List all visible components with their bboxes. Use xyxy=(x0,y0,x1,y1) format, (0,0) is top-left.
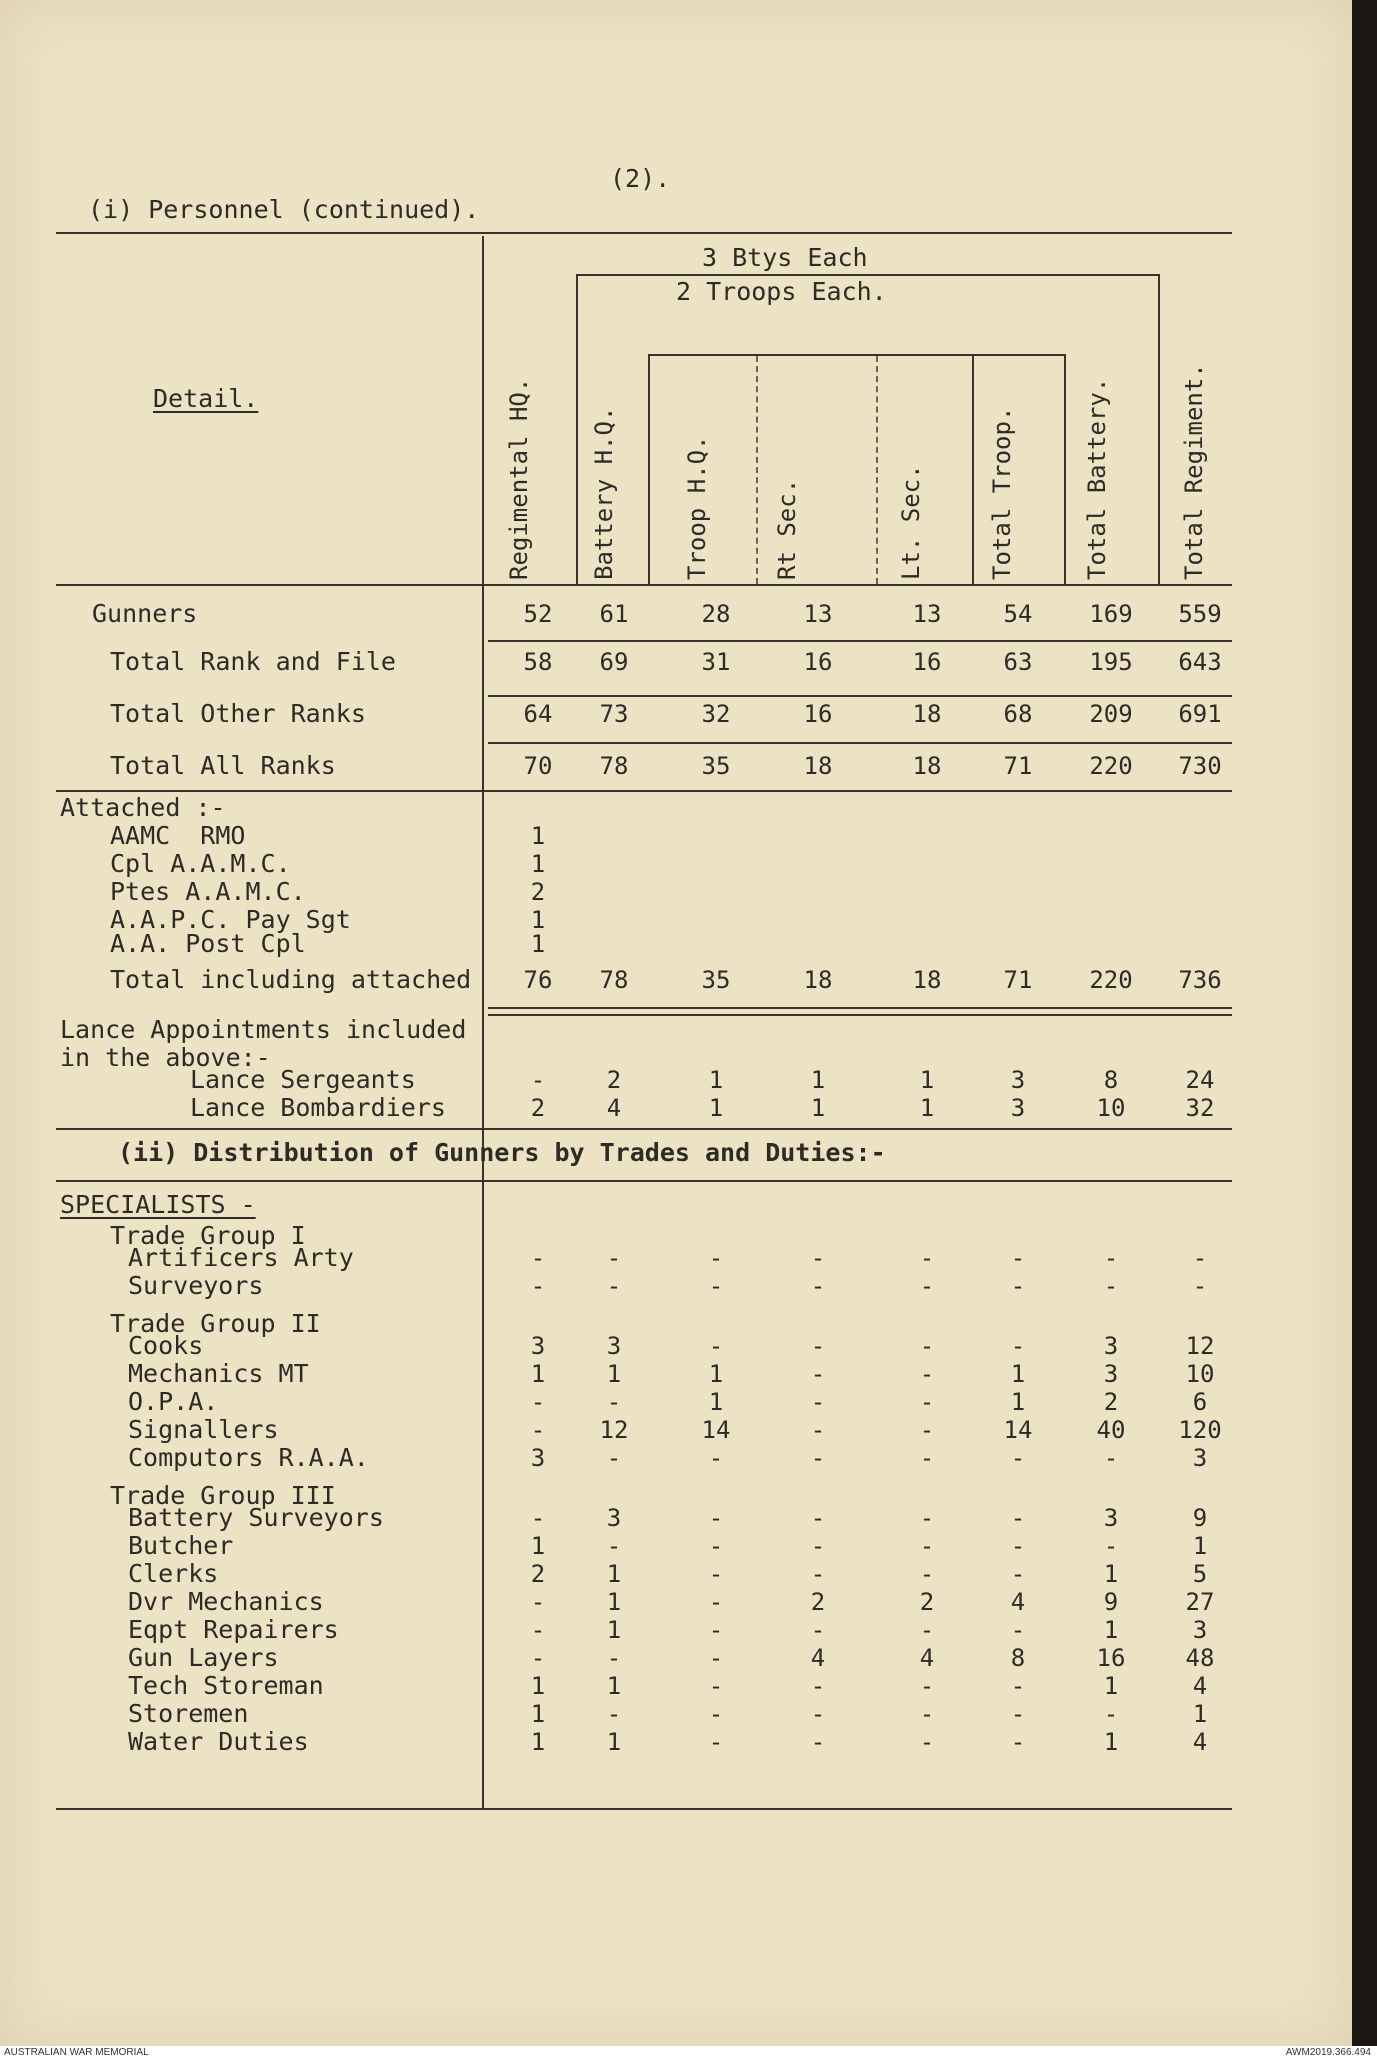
table-cell: - xyxy=(708,1700,724,1728)
summary-row-label: Total Other Ranks xyxy=(110,699,366,728)
table-cell: 220 xyxy=(1089,752,1133,780)
table-cell: 3 xyxy=(1103,1332,1119,1360)
table-cell: 18 xyxy=(803,752,833,780)
table-cell: - xyxy=(1010,1672,1026,1700)
table-cell: 1 xyxy=(1010,1360,1026,1388)
detail-header: Detail. xyxy=(153,384,259,413)
table-cell: - xyxy=(530,1616,546,1644)
table-cell: 52 xyxy=(523,600,553,628)
table-cell: 13 xyxy=(912,600,942,628)
table-cell: 2 xyxy=(606,1066,622,1094)
attached-item-label: A.A. Post Cpl xyxy=(110,929,306,958)
table-cell: 9 xyxy=(1192,1504,1208,1532)
table-cell: 16 xyxy=(1096,1644,1126,1672)
table-cell: 27 xyxy=(1185,1588,1215,1616)
rule-header-bottom xyxy=(56,584,1232,586)
lance-row-label: Lance Sergeants xyxy=(190,1065,416,1094)
table-cell: 1 xyxy=(606,1360,622,1388)
table-cell: 32 xyxy=(1185,1094,1215,1122)
table-cell: - xyxy=(1010,1560,1026,1588)
table-cell: 69 xyxy=(599,648,629,676)
table-cell: - xyxy=(606,1700,622,1728)
attached-item-label: Cpl A.A.M.C. xyxy=(110,849,291,878)
table-cell: - xyxy=(708,1588,724,1616)
trade-group-heading: Trade Group I xyxy=(110,1221,306,1250)
table-cell: - xyxy=(530,1244,546,1272)
table-cell: 1 xyxy=(919,1066,935,1094)
table-cell: - xyxy=(1010,1532,1026,1560)
attached-heading: Attached :- xyxy=(60,793,226,822)
table-cell: - xyxy=(810,1616,826,1644)
table-cell: 4 xyxy=(1192,1728,1208,1756)
table-cell: 35 xyxy=(701,966,731,994)
table-cell: 4 xyxy=(1192,1672,1208,1700)
table-cell: 63 xyxy=(1003,648,1033,676)
table-cell: 24 xyxy=(1185,1066,1215,1094)
table-cell: 70 xyxy=(523,752,553,780)
table-cell: - xyxy=(919,1728,935,1756)
table-cell: 120 xyxy=(1178,1416,1222,1444)
table-cell: - xyxy=(708,1332,724,1360)
table-cell: 3 xyxy=(530,1444,546,1472)
group-troops: 2 Troops Each. xyxy=(676,277,887,306)
table-cell: 18 xyxy=(912,700,942,728)
table-cell: 1 xyxy=(708,1360,724,1388)
table-cell: 1 xyxy=(1192,1700,1208,1728)
table-cell: - xyxy=(708,1444,724,1472)
lance-heading-1: Lance Appointments included xyxy=(60,1015,467,1044)
table-cell: 13 xyxy=(803,600,833,628)
table-cell: - xyxy=(919,1416,935,1444)
table-cell: 4 xyxy=(810,1644,826,1672)
table-cell: 1 xyxy=(1010,1388,1026,1416)
table-cell: 61 xyxy=(599,600,629,628)
trade-item-label: Butcher xyxy=(128,1531,234,1560)
table-cell: 3 xyxy=(1192,1616,1208,1644)
attached-item-value: 1 xyxy=(530,850,546,878)
table-cell: 64 xyxy=(523,700,553,728)
table-cell: 3 xyxy=(606,1332,622,1360)
table-cell: 14 xyxy=(1003,1416,1033,1444)
bracket-batteries xyxy=(576,274,1158,276)
table-cell: - xyxy=(810,1504,826,1532)
table-cell: - xyxy=(1010,1504,1026,1532)
table-cell: 559 xyxy=(1178,600,1222,628)
table-cell: - xyxy=(1010,1332,1026,1360)
table-cell: 3 xyxy=(1103,1360,1119,1388)
table-cell: 78 xyxy=(599,752,629,780)
table-cell: - xyxy=(1103,1244,1119,1272)
lance-row-label: Lance Bombardiers xyxy=(190,1093,446,1122)
specialists-heading: SPECIALISTS - xyxy=(60,1190,256,1219)
rule-bottom xyxy=(56,1808,1232,1810)
table-cell: - xyxy=(708,1560,724,1588)
attached-item-value: 1 xyxy=(530,906,546,934)
table-cell: 8 xyxy=(1103,1066,1119,1094)
table-cell: 71 xyxy=(1003,752,1033,780)
table-cell: 1 xyxy=(708,1066,724,1094)
table-cell: 1 xyxy=(919,1094,935,1122)
table-cell: 1 xyxy=(1103,1560,1119,1588)
table-cell: - xyxy=(708,1244,724,1272)
table-cell: 169 xyxy=(1089,600,1133,628)
table-cell: 1 xyxy=(1103,1728,1119,1756)
table-cell: 16 xyxy=(803,648,833,676)
trade-item-label: Signallers xyxy=(128,1415,279,1444)
table-cell: - xyxy=(810,1560,826,1588)
table-cell: 1 xyxy=(530,1728,546,1756)
table-cell: - xyxy=(919,1444,935,1472)
table-cell: - xyxy=(606,1388,622,1416)
table-cell: - xyxy=(919,1700,935,1728)
table-cell: - xyxy=(919,1360,935,1388)
table-cell: 76 xyxy=(523,966,553,994)
trade-item-label: Storemen xyxy=(128,1699,249,1728)
table-cell: 28 xyxy=(701,600,731,628)
attached-item-value: 1 xyxy=(530,822,546,850)
attached-item-label: AAMC RMO xyxy=(110,821,246,850)
trade-item-label: Computors R.A.A. xyxy=(128,1443,369,1472)
table-cell: 1 xyxy=(606,1672,622,1700)
table-cell: - xyxy=(919,1244,935,1272)
footer-accession: AWM2019.366.494 xyxy=(1285,2047,1371,2058)
table-cell: 71 xyxy=(1003,966,1033,994)
table-cell: - xyxy=(1010,1272,1026,1300)
rule-distribution xyxy=(56,1128,1232,1130)
table-cell: - xyxy=(1010,1244,1026,1272)
table-cell: 1 xyxy=(606,1616,622,1644)
table-cell: 12 xyxy=(1185,1332,1215,1360)
table-cell: 220 xyxy=(1089,966,1133,994)
trade-item-label: Gun Layers xyxy=(128,1643,279,1672)
table-cell: 48 xyxy=(1185,1644,1215,1672)
trade-item-label: Battery Surveyors xyxy=(128,1503,384,1532)
table-cell: 9 xyxy=(1103,1588,1119,1616)
table-cell: - xyxy=(919,1388,935,1416)
table-cell: 73 xyxy=(599,700,629,728)
table-cell: 1 xyxy=(530,1672,546,1700)
table-cell: - xyxy=(1010,1444,1026,1472)
table-cell: - xyxy=(810,1244,826,1272)
table-cell: 10 xyxy=(1185,1360,1215,1388)
column-header: Lt. Sec. xyxy=(897,464,925,580)
table-cell: 16 xyxy=(912,648,942,676)
scan-edge xyxy=(1352,0,1377,2046)
table-cell: - xyxy=(919,1616,935,1644)
table-cell: 736 xyxy=(1178,966,1222,994)
distribution-title: (ii) Distribution of Gunners by Trades and Duties:- xyxy=(118,1138,886,1167)
table-cell: 2 xyxy=(1103,1388,1119,1416)
table-cell: - xyxy=(530,1504,546,1532)
table-cell: - xyxy=(1103,1444,1119,1472)
table-cell: - xyxy=(530,1588,546,1616)
table-cell: - xyxy=(530,1416,546,1444)
table-cell: 31 xyxy=(701,648,731,676)
table-cell: - xyxy=(810,1416,826,1444)
trade-item-label: Cooks xyxy=(128,1331,204,1360)
table-cell: - xyxy=(606,1532,622,1560)
table-cell: 32 xyxy=(701,700,731,728)
table-cell: 1 xyxy=(1192,1532,1208,1560)
table-cell: - xyxy=(708,1272,724,1300)
table-cell: 1 xyxy=(810,1094,826,1122)
table-cell: - xyxy=(606,1244,622,1272)
table-cell: 1 xyxy=(606,1588,622,1616)
table-cell: 2 xyxy=(919,1588,935,1616)
rule-top xyxy=(56,232,1232,234)
table-cell: 4 xyxy=(1010,1588,1026,1616)
trade-item-label: Water Duties xyxy=(128,1727,309,1756)
table-cell: - xyxy=(1010,1616,1026,1644)
trade-item-label: Surveyors xyxy=(128,1271,264,1300)
table-cell: 2 xyxy=(530,1094,546,1122)
table-cell: - xyxy=(810,1728,826,1756)
table-cell: 1 xyxy=(1103,1672,1119,1700)
bracket-troops xyxy=(648,354,1064,356)
attached-item-value: 2 xyxy=(530,878,546,906)
table-cell: - xyxy=(606,1272,622,1300)
table-cell: - xyxy=(1103,1272,1119,1300)
table-cell: 3 xyxy=(1010,1094,1026,1122)
table-cell: 18 xyxy=(803,966,833,994)
trade-item-label: Clerks xyxy=(128,1559,219,1588)
table-cell: - xyxy=(530,1388,546,1416)
summary-row-label: Total All Ranks xyxy=(110,751,336,780)
table-cell: - xyxy=(606,1444,622,1472)
table-cell: 68 xyxy=(1003,700,1033,728)
trade-item-label: Tech Storeman xyxy=(128,1671,324,1700)
table-cell: - xyxy=(708,1672,724,1700)
footer xyxy=(0,2046,1377,2061)
table-cell: 78 xyxy=(599,966,629,994)
table-cell: 1 xyxy=(530,1360,546,1388)
footer-source: AUSTRALIAN WAR MEMORIAL xyxy=(4,2047,149,2058)
attached-item-label: Ptes A.A.M.C. xyxy=(110,877,306,906)
table-cell: - xyxy=(810,1532,826,1560)
table-cell: 1 xyxy=(708,1094,724,1122)
table-cell: 730 xyxy=(1178,752,1222,780)
table-cell: 195 xyxy=(1089,648,1133,676)
table-cell: - xyxy=(919,1272,935,1300)
table-cell: - xyxy=(919,1532,935,1560)
table-cell: 18 xyxy=(912,966,942,994)
table-cell: 16 xyxy=(803,700,833,728)
summary-row-label: Total Rank and File xyxy=(110,647,396,676)
table-cell: 1 xyxy=(810,1066,826,1094)
table-cell: - xyxy=(606,1644,622,1672)
table-cell: 35 xyxy=(701,752,731,780)
table-cell: - xyxy=(919,1560,935,1588)
group-batteries: 3 Btys Each xyxy=(702,243,868,272)
table-cell: - xyxy=(810,1332,826,1360)
table-cell: - xyxy=(708,1616,724,1644)
table-cell: - xyxy=(1192,1272,1208,1300)
table-cell: - xyxy=(919,1332,935,1360)
trade-item-label: Artificers Arty xyxy=(128,1243,354,1272)
table-cell: 6 xyxy=(1192,1388,1208,1416)
table-cell: - xyxy=(530,1644,546,1672)
table-cell: 3 xyxy=(606,1504,622,1532)
table-cell: - xyxy=(708,1644,724,1672)
table-cell: 3 xyxy=(1103,1504,1119,1532)
total-attached-label: Total including attached xyxy=(110,965,472,994)
trade-group-heading: Trade Group II xyxy=(110,1309,321,1338)
attached-item-value: 1 xyxy=(530,930,546,958)
column-header: Total Battery. xyxy=(1083,377,1111,580)
table-cell: - xyxy=(919,1504,935,1532)
table-cell: 209 xyxy=(1089,700,1133,728)
table-cell: 4 xyxy=(919,1644,935,1672)
rule-left-col xyxy=(482,236,484,1810)
table-cell: 1 xyxy=(708,1388,724,1416)
table-cell: 2 xyxy=(530,1560,546,1588)
table-cell: 3 xyxy=(1010,1066,1026,1094)
table-cell: 14 xyxy=(701,1416,731,1444)
attached-item-label: A.A.P.C. Pay Sgt xyxy=(110,905,351,934)
table-cell: 3 xyxy=(1192,1444,1208,1472)
trade-group-heading: Trade Group III xyxy=(110,1481,336,1510)
table-cell: 58 xyxy=(523,648,553,676)
table-cell: - xyxy=(530,1272,546,1300)
trade-item-label: Dvr Mechanics xyxy=(128,1587,324,1616)
column-header: Total Regiment. xyxy=(1180,363,1208,580)
table-cell: - xyxy=(810,1360,826,1388)
table-cell: - xyxy=(810,1272,826,1300)
table-cell: 18 xyxy=(912,752,942,780)
trade-item-label: O.P.A. xyxy=(128,1387,219,1416)
table-cell: - xyxy=(810,1388,826,1416)
column-header: Troop H.Q. xyxy=(683,435,711,580)
table-cell: 1 xyxy=(606,1560,622,1588)
table-cell: 10 xyxy=(1096,1094,1126,1122)
table-cell: 643 xyxy=(1178,648,1222,676)
column-header: Battery H.Q. xyxy=(590,406,618,580)
section-title: (i) Personnel (continued). xyxy=(88,195,480,224)
table-cell: - xyxy=(810,1672,826,1700)
table-cell: 1 xyxy=(606,1728,622,1756)
table-cell: - xyxy=(1010,1728,1026,1756)
table-cell: 1 xyxy=(530,1532,546,1560)
table-cell: 691 xyxy=(1178,700,1222,728)
table-cell: - xyxy=(1192,1244,1208,1272)
lance-heading-2: in the above:- xyxy=(60,1043,271,1072)
table-cell: - xyxy=(530,1066,546,1094)
table-cell: - xyxy=(708,1728,724,1756)
table-cell: - xyxy=(1010,1700,1026,1728)
table-cell: - xyxy=(708,1532,724,1560)
column-header: Rt Sec. xyxy=(773,478,801,580)
table-cell: 1 xyxy=(1103,1616,1119,1644)
table-cell: - xyxy=(919,1672,935,1700)
table-cell: 4 xyxy=(606,1094,622,1122)
table-cell: - xyxy=(1103,1700,1119,1728)
table-cell: 3 xyxy=(530,1332,546,1360)
trade-item-label: Mechanics MT xyxy=(128,1359,309,1388)
trade-item-label: Eqpt Repairers xyxy=(128,1615,339,1644)
table-cell: - xyxy=(1103,1532,1119,1560)
column-header: Regimental HQ. xyxy=(505,377,533,580)
table-cell: 54 xyxy=(1003,600,1033,628)
table-cell: - xyxy=(810,1700,826,1728)
table-cell: - xyxy=(810,1444,826,1472)
summary-row-label: Gunners xyxy=(92,599,198,628)
table-cell: 1 xyxy=(530,1700,546,1728)
table-cell: 8 xyxy=(1010,1644,1026,1672)
page-number: (2). xyxy=(610,164,671,193)
table-cell: 12 xyxy=(599,1416,629,1444)
column-header: Total Troop. xyxy=(988,406,1016,580)
table-cell: 40 xyxy=(1096,1416,1126,1444)
table-cell: 5 xyxy=(1192,1560,1208,1588)
table-cell: - xyxy=(708,1504,724,1532)
table-cell: 2 xyxy=(810,1588,826,1616)
